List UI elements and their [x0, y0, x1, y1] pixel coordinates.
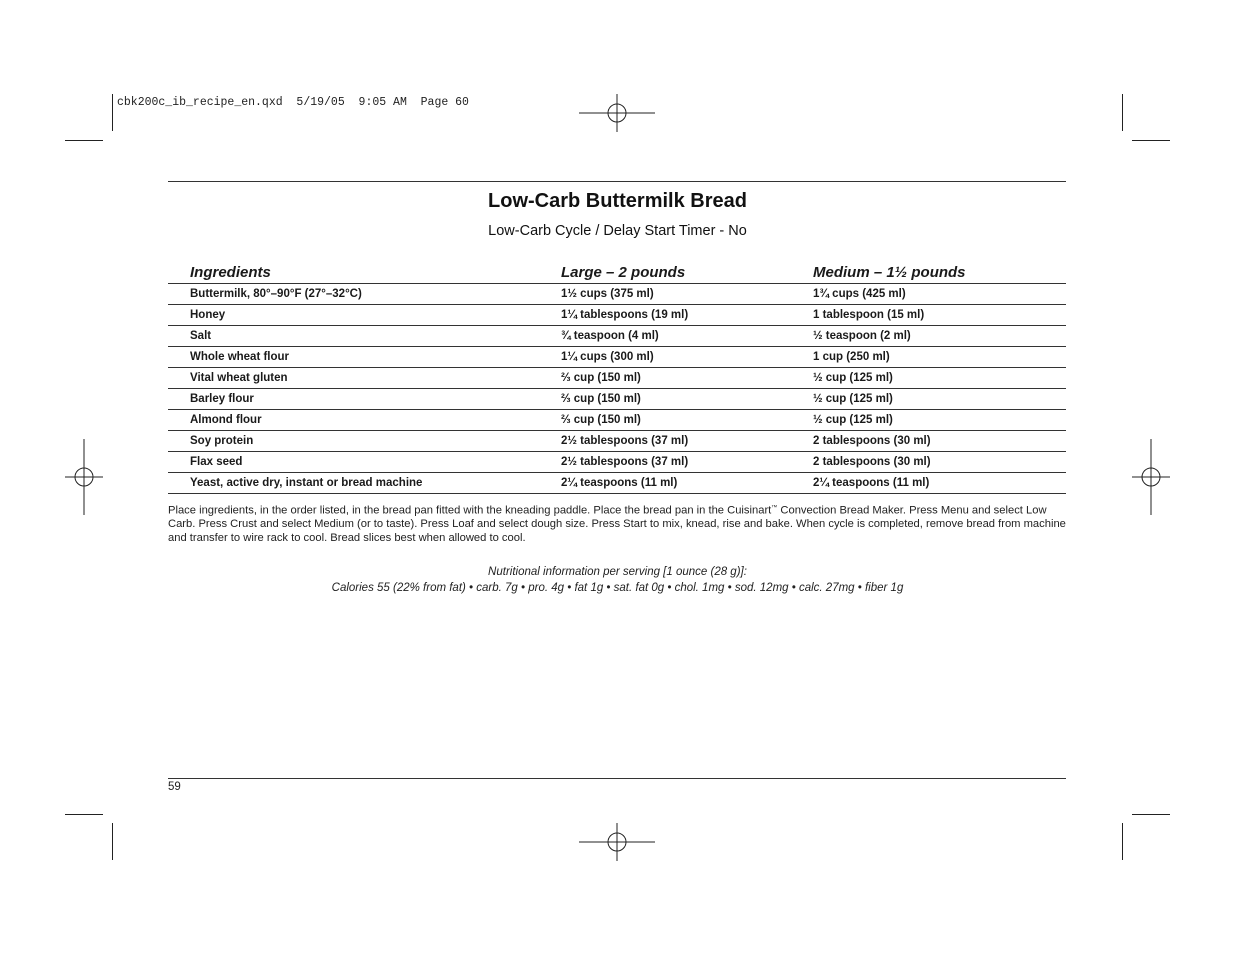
- page-number: 59: [168, 781, 181, 793]
- column-header-ingredients: Ingredients: [168, 258, 561, 284]
- large-amount: 1¼ tablespoons (19 ml): [561, 305, 813, 326]
- ingredient-name: Flax seed: [168, 452, 561, 473]
- ingredient-name: Honey: [168, 305, 561, 326]
- table-row: [168, 305, 1066, 326]
- top-rule: [168, 181, 1066, 182]
- medium-amount: ½ cup (125 ml): [813, 410, 1066, 431]
- large-amount: 2½ tablespoons (37 ml): [561, 452, 813, 473]
- table-row: [168, 452, 1066, 473]
- registration-mark-top-icon: [579, 94, 655, 132]
- crop-mark-top-left-horizontal: [65, 140, 103, 141]
- table-header-row: [168, 258, 1066, 284]
- table-row: [168, 431, 1066, 452]
- nutrition-values: Calories 55 (22% from fat) • carb. 7g • pro. 4g • fat 1g • sat. fat 0g • chol. 1mg • sod. 12mg • calc. 27mg • fiber 1g: [331, 582, 904, 594]
- table-row: [168, 389, 1066, 410]
- crop-mark-top-right-vertical: [1122, 94, 1123, 131]
- ingredient-name: Almond flour: [168, 410, 561, 431]
- medium-amount: ½ cup (125 ml): [813, 389, 1066, 410]
- crop-mark-top-left-vertical: [112, 94, 113, 131]
- large-amount: ⅔ cup (150 ml): [561, 410, 813, 431]
- registration-mark-right-icon: [1132, 439, 1170, 515]
- table-row: [168, 368, 1066, 389]
- medium-amount: 1 tablespoon (15 ml): [813, 305, 1066, 326]
- registration-mark-bottom-icon: [579, 823, 655, 861]
- crop-mark-top-right-horizontal: [1132, 140, 1170, 141]
- ingredient-name: Whole wheat flour: [168, 347, 561, 368]
- ingredient-name: Buttermilk, 80°–90°F (27°–32°C): [168, 284, 561, 305]
- instructions-text-part2: Convection Bread Maker. Press Menu and select Low Carb. Press Crust and select Medium (or to taste). Press Loaf and select dough size. Press Start to mix, knead, rise and bake. When cycle is completed, remove bread from machine and transfer to wire rack to cool. Bread slices best when allowed to cool.: [168, 504, 1066, 544]
- ingredient-name: Barley flour: [168, 389, 561, 410]
- table-row: [168, 284, 1066, 305]
- large-amount: 1½ cups (375 ml): [561, 284, 813, 305]
- crop-mark-bottom-right-horizontal: [1132, 814, 1170, 815]
- ingredients-table: [168, 258, 1066, 494]
- large-amount: ⅔ cup (150 ml): [561, 389, 813, 410]
- large-amount: ⅔ cup (150 ml): [561, 368, 813, 389]
- crop-mark-bottom-right-vertical: [1122, 823, 1123, 860]
- recipe-instructions: [168, 502, 1073, 545]
- recipe-subtitle: Low-Carb Cycle / Delay Start Timer - No: [488, 223, 747, 239]
- medium-amount: 2 tablespoons (30 ml): [813, 431, 1066, 452]
- table-row: [168, 347, 1066, 368]
- large-amount: 2¼ teaspoons (11 ml): [561, 473, 813, 494]
- recipe-title: Low-Carb Buttermilk Bread: [488, 190, 747, 212]
- bottom-rule: [168, 778, 1066, 779]
- medium-amount: 2¼ teaspoons (11 ml): [813, 473, 1066, 494]
- medium-amount: 1 cup (250 ml): [813, 347, 1066, 368]
- instructions-text-part1: Place ingredients, in the order listed, in the bread pan fitted with the kneading paddle. Place the bread pan in the Cuisinart: [168, 504, 772, 517]
- medium-amount: ½ teaspoon (2 ml): [813, 326, 1066, 347]
- column-header-medium: Medium – 1½ pounds: [813, 258, 1066, 284]
- medium-amount: ½ cup (125 ml): [813, 368, 1066, 389]
- table-row: [168, 410, 1066, 431]
- table-row: [168, 326, 1066, 347]
- table-row: [168, 473, 1066, 494]
- trademark-symbol: ™: [771, 505, 778, 511]
- print-slug: cbk200c_ib_recipe_en.qxd 5/19/05 9:05 AM Page 60: [117, 96, 469, 109]
- ingredient-name: Soy protein: [168, 431, 561, 452]
- ingredient-name: Salt: [168, 326, 561, 347]
- ingredient-name: Vital wheat gluten: [168, 368, 561, 389]
- large-amount: 1¼ cups (300 ml): [561, 347, 813, 368]
- nutrition-label: Nutritional information per serving [1 ounce (28 g)]:: [488, 566, 747, 578]
- crop-mark-bottom-left-vertical: [112, 823, 113, 860]
- crop-mark-bottom-left-horizontal: [65, 814, 103, 815]
- medium-amount: 2 tablespoons (30 ml): [813, 452, 1066, 473]
- large-amount: ¾ teaspoon (4 ml): [561, 326, 813, 347]
- medium-amount: 1¾ cups (425 ml): [813, 284, 1066, 305]
- large-amount: 2½ tablespoons (37 ml): [561, 431, 813, 452]
- registration-mark-left-icon: [65, 439, 103, 515]
- ingredient-name: Yeast, active dry, instant or bread machine: [168, 473, 561, 494]
- column-header-large: Large – 2 pounds: [561, 258, 813, 284]
